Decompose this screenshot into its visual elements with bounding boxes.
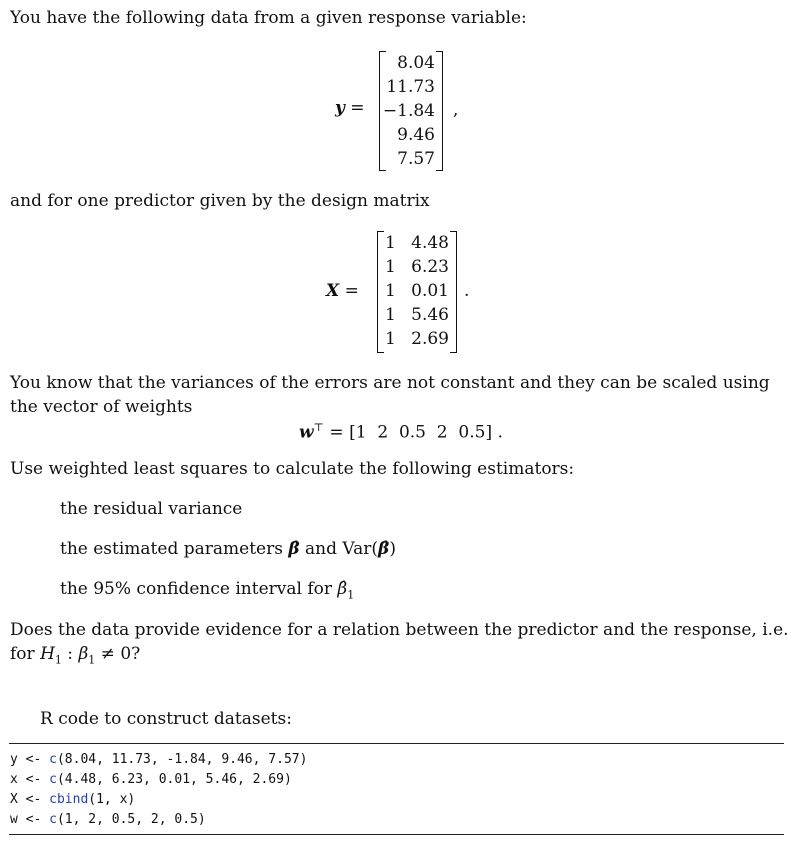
design-intro-text: and for one predictor given by the design matrix: [10, 191, 430, 211]
matrix-cell: 1: [385, 281, 396, 301]
matrix-cell: 1: [385, 305, 396, 325]
code-block: [10, 750, 307, 830]
weights-equation: w⊤ = [1 2 0.5 2 0.5] .: [299, 421, 503, 443]
beta1-hat-symbol: $\betâ_1$: [337, 579, 355, 602]
w-symbol: w: [299, 422, 314, 443]
item-confidence-interval: [60, 577, 354, 607]
y-comma: ,: [453, 100, 459, 120]
matrix-cell: 4.48: [411, 233, 449, 253]
r-code-label: R code to construct datasets:: [40, 709, 292, 729]
y-vector: [379, 51, 443, 171]
intro-text: You have the following data from a given response variable:: [10, 8, 527, 28]
design-matrix: [377, 231, 457, 353]
item2-and: and: [305, 539, 338, 559]
y-symbol: y: [335, 98, 345, 118]
code-line: x <- c(4.48, 6.23, 0.01, 5.46, 2.69): [10, 772, 292, 787]
x-period: .: [464, 281, 470, 301]
matrix-cell: 1: [385, 329, 396, 349]
item-residual-variance: the residual variance: [60, 499, 243, 519]
y-value: 7.57: [397, 149, 435, 169]
question-line2: for $H_1$ : $\beta_1 \ne 0$?: [10, 644, 141, 667]
wls-instruction: Use weighted least squares to calculate the following estimators:: [10, 459, 575, 479]
code-line: X <- cbind(1, x): [10, 792, 136, 807]
x-symbol: X: [326, 281, 340, 301]
y-equation-label: y =: [335, 98, 365, 118]
code-top-rule: [9, 743, 784, 744]
variance-text-line1: You know that the variances of the errors are not constant and they can be scaled using: [10, 373, 770, 393]
matrix-cell: 5.46: [411, 305, 449, 325]
item3-text: the 95% confidence interval for: [60, 579, 332, 599]
code-line: w <- c(1, 2, 0.5, 2, 0.5): [10, 812, 206, 827]
beta-hat-symbol: β̂: [378, 539, 390, 559]
item-estimated-parameters: the estimated parameters β̂ and Var(β̂): [60, 539, 396, 559]
matrix-cell: 1: [385, 233, 396, 253]
item2-text: the estimated parameters: [60, 539, 283, 559]
y-value: 11.73: [386, 77, 435, 97]
matrix-cell: 0.01: [411, 281, 449, 301]
code-line: y <- c(8.04, 11.73, -1.84, 9.46, 7.57): [10, 752, 308, 767]
variance-text-line2: the vector of weights: [10, 397, 193, 417]
w-row: [1 2 0.5 2 0.5]: [349, 422, 493, 443]
beta-hat-symbol: β̂: [288, 539, 300, 559]
matrix-cell: 2.69: [411, 329, 449, 349]
y-value: 9.46: [397, 125, 435, 145]
matrix-cell: 1: [385, 257, 396, 277]
x-equation-label: X =: [326, 281, 359, 301]
y-value: −1.84: [382, 101, 435, 121]
question-line1: Does the data provide evidence for a relation between the predictor and the response, i.e.: [10, 620, 789, 640]
question-for: for: [10, 644, 35, 664]
matrix-cell: 6.23: [411, 257, 449, 277]
code-bottom-rule: [9, 834, 784, 835]
y-value: 8.04: [397, 53, 435, 73]
